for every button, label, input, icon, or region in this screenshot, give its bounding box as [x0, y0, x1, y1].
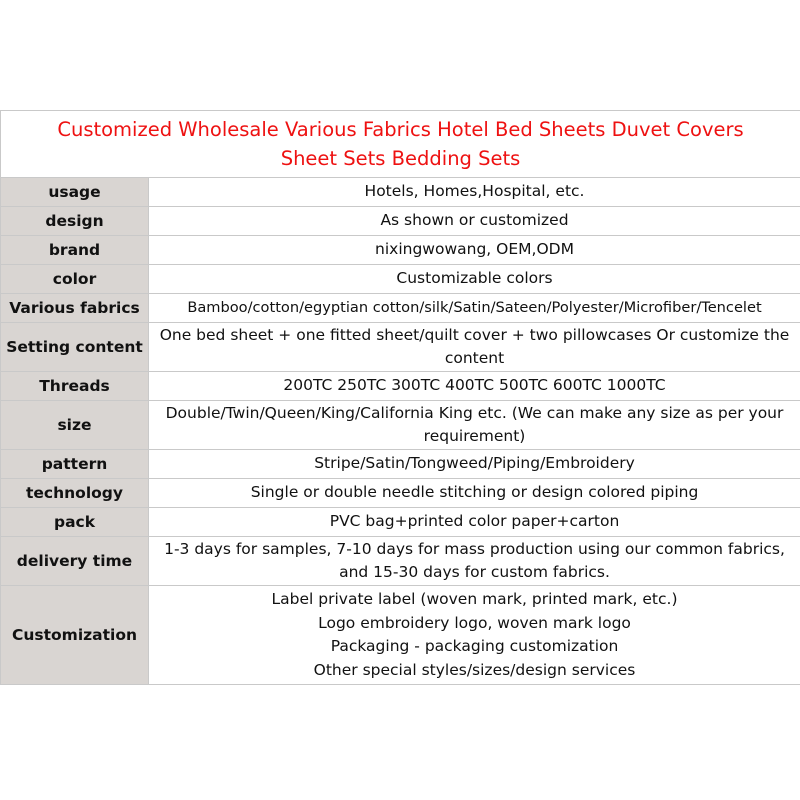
- row-value-pattern: Stripe/Satin/Tongweed/Piping/Embroidery: [149, 450, 800, 479]
- row-value-customization: [149, 586, 800, 685]
- customization-line-1: Label private label (woven mark, printed mark, etc.): [271, 590, 678, 608]
- page-title: [1, 111, 800, 178]
- table-row: [1, 508, 800, 537]
- row-label-pattern: pattern: [1, 450, 149, 479]
- table-row: [1, 479, 800, 508]
- row-label-usage: usage: [1, 178, 149, 207]
- table-row: [1, 586, 800, 685]
- row-value-brand: nixingwowang, OEM,ODM: [149, 236, 800, 265]
- row-value-pack: PVC bag+printed color paper+carton: [149, 508, 800, 537]
- customization-line-4: Other special styles/sizes/design services: [313, 660, 636, 679]
- row-label-brand: brand: [1, 236, 149, 265]
- table-row: [1, 372, 800, 401]
- row-label-color: color: [1, 265, 149, 294]
- row-label-various-fabrics: Various fabrics: [1, 294, 149, 323]
- row-value-design: As shown or customized: [149, 207, 800, 236]
- row-label-customization: Customization: [1, 586, 149, 685]
- title-line-2: Sheet Sets Bedding Sets: [280, 147, 521, 170]
- table-row: [1, 265, 800, 294]
- spec-table: [0, 110, 800, 685]
- row-value-technology: Single or double needle stitching or design colored piping: [149, 479, 800, 508]
- table-row: [1, 450, 800, 479]
- table-row: [1, 178, 800, 207]
- row-label-threads: Threads: [1, 372, 149, 401]
- customization-line-3: Packaging - packaging customization: [330, 637, 619, 655]
- row-value-color: Customizable colors: [149, 265, 800, 294]
- product-spec-sheet: [0, 110, 800, 685]
- table-row: [1, 236, 800, 265]
- row-label-technology: technology: [1, 479, 149, 508]
- row-value-various-fabrics: Bamboo/cotton/egyptian cotton/silk/Satin/Sateen/Polyester/Microfiber/Tencelet: [149, 294, 800, 323]
- row-label-setting-content: Setting content: [1, 323, 149, 372]
- title-row: [1, 111, 800, 178]
- row-value-usage: Hotels, Homes,Hospital, etc.: [149, 178, 800, 207]
- row-value-threads: 200TC 250TC 300TC 400TC 500TC 600TC 1000TC: [149, 372, 800, 401]
- customization-line-2: Logo embroidery logo, woven mark logo: [318, 613, 631, 632]
- row-value-size: Double/Twin/Queen/King/California King etc. (We can make any size as per your requirement): [149, 401, 800, 450]
- table-row: [1, 401, 800, 450]
- row-value-delivery-time: 1-3 days for samples, 7-10 days for mass production using our common fabrics, and 15-30 days for custom fabrics.: [149, 537, 800, 586]
- table-row: [1, 323, 800, 372]
- table-row: [1, 537, 800, 586]
- title-line-1: Customized Wholesale Various Fabrics Hotel Bed Sheets Duvet Covers: [57, 118, 744, 141]
- table-row: [1, 207, 800, 236]
- row-label-pack: pack: [1, 508, 149, 537]
- row-label-delivery-time: delivery time: [1, 537, 149, 586]
- row-label-size: size: [1, 401, 149, 450]
- table-row: [1, 294, 800, 323]
- row-label-design: design: [1, 207, 149, 236]
- row-value-setting-content: One bed sheet + one fitted sheet/quilt cover + two pillowcases Or customize the content: [149, 323, 800, 372]
